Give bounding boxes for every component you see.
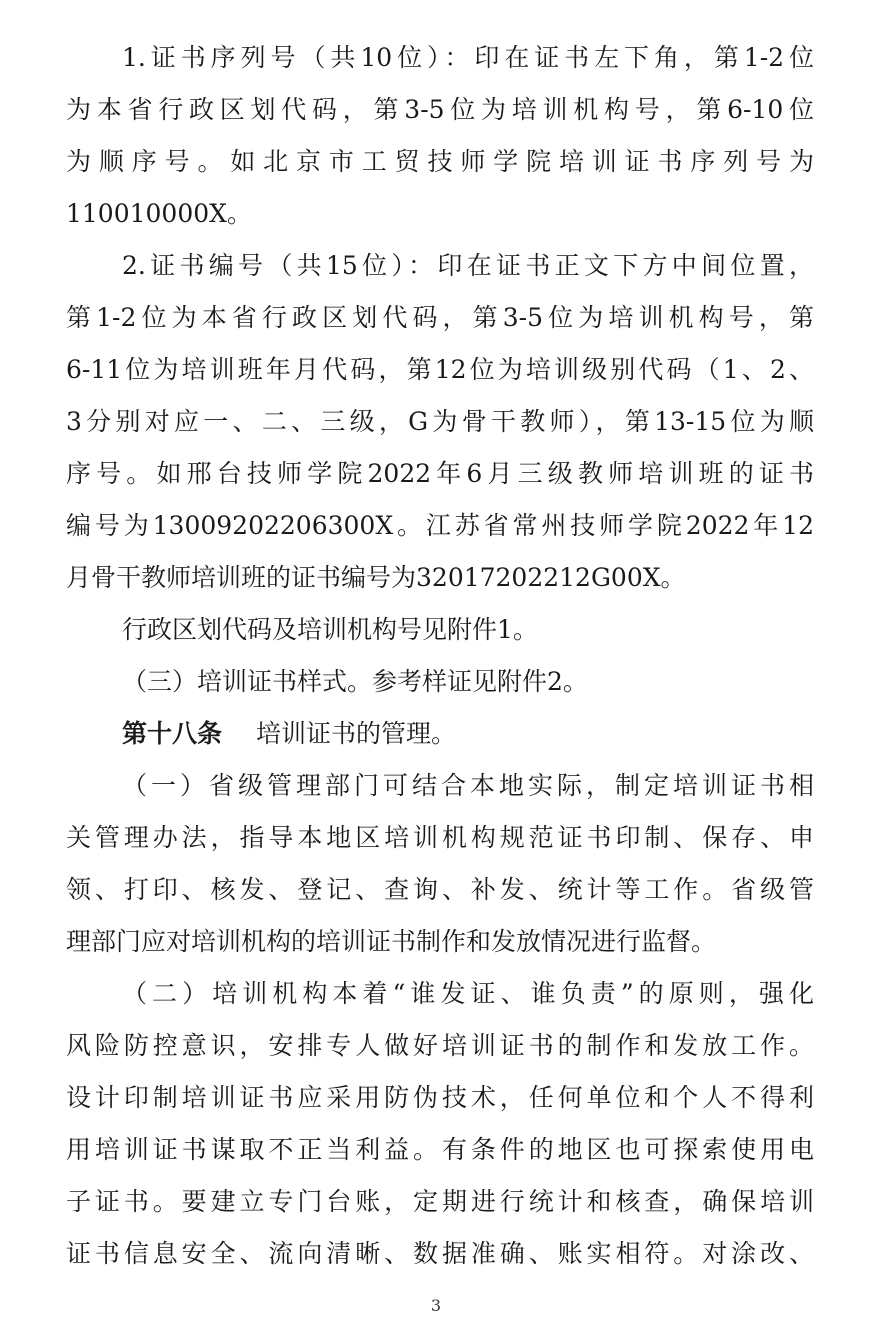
- line-text: （二）培训机构本着“谁发证、谁负责”的原则，强化: [122, 979, 814, 1008]
- text-line: [0, 500, 872, 552]
- text-line: [0, 1228, 872, 1280]
- line-text: 设计印制培训证书应采用防伪技术，任何单位和个人不得利: [66, 1083, 814, 1112]
- text-line: [0, 188, 872, 240]
- line-text: 3分别对应一、二、三级，G为骨干教师），第13-15位为顺: [66, 407, 814, 436]
- line-text: 第1-2位为本省行政区划代码，第3-5位为培训机构号，第: [66, 303, 814, 332]
- line-text: 行政区划代码及培训机构号见附件1。: [122, 615, 538, 644]
- line-text: 用培训证书谋取不正当利益。有条件的地区也可探索使用电: [66, 1135, 814, 1164]
- text-line: [0, 292, 872, 344]
- line-text: 为顺序号。如北京市工贸技师学院培训证书序列号为: [66, 147, 814, 176]
- line-text: 子证书。要建立专门台账，定期进行统计和核查，确保培训: [66, 1187, 814, 1216]
- text-line: [0, 656, 872, 708]
- article-title: 培训证书的管理。: [256, 719, 457, 748]
- line-text: 理部门应对培训机构的培训证书制作和发放情况进行监督。: [66, 927, 717, 956]
- line-text: 编号为13009202206300X。江苏省常州技师学院2022年12: [66, 511, 814, 540]
- line-text: 月骨干教师培训班的证书编号为32017202212G00X。: [66, 563, 686, 592]
- text-line: [0, 1072, 872, 1124]
- line-text: （三）培训证书样式。参考样证见附件2。: [122, 667, 588, 696]
- line-text: 风险防控意识，安排专人做好培训证书的制作和发放工作。: [66, 1031, 814, 1060]
- article-heading-line: [0, 708, 872, 760]
- text-line: [0, 344, 872, 396]
- text-line: [0, 864, 872, 916]
- text-line: [0, 396, 872, 448]
- text-line: [0, 84, 872, 136]
- line-text: 序号。如邢台技师学院2022年6月三级教师培训班的证书: [66, 459, 814, 488]
- line-text: 证书信息安全、流向清晰、数据准确、账实相符。对涂改、: [66, 1239, 814, 1268]
- text-line: [0, 968, 872, 1020]
- text-line: [0, 760, 872, 812]
- text-line: [0, 552, 872, 604]
- article-number: 第十八条: [122, 719, 223, 748]
- text-line: [0, 1176, 872, 1228]
- text-line: [0, 1124, 872, 1176]
- line-text: 110010000X。: [66, 199, 252, 228]
- text-line: [0, 448, 872, 500]
- text-line: [0, 136, 872, 188]
- line-text: 关管理办法，指导本地区培训机构规范证书印制、保存、申: [66, 823, 814, 852]
- line-text: 1.证书序列号（共10位）：印在证书左下角，第1-2位: [122, 43, 814, 72]
- text-line: [0, 812, 872, 864]
- text-line: [0, 604, 872, 656]
- line-text: 2.证书编号（共15位）：印在证书正文下方中间位置，: [122, 251, 814, 280]
- text-line: [0, 1020, 872, 1072]
- text-line: [0, 240, 872, 292]
- line-text: 为本省行政区划代码，第3-5位为培训机构号，第6-10位: [66, 95, 814, 124]
- text-line: [0, 916, 872, 968]
- line-text: （一）省级管理部门可结合本地实际，制定培训证书相: [122, 771, 814, 800]
- page-number: 3: [430, 1296, 442, 1315]
- text-line: [0, 32, 872, 84]
- line-text: 领、打印、核发、登记、查询、补发、统计等工作。省级管: [66, 875, 814, 904]
- line-text: 6-11位为培训班年月代码，第12位为培训级别代码（1、2、: [66, 355, 814, 384]
